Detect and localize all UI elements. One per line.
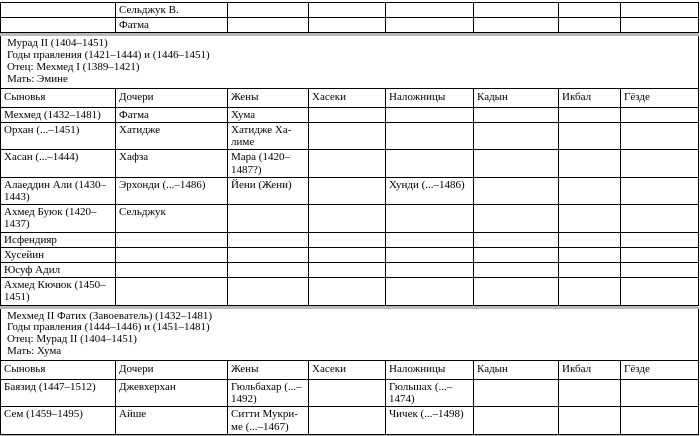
family-table-head (1, 88, 699, 107)
table-cell: Хатидже Халиме (228, 123, 309, 150)
reign-years: Годы правления (1421–1444) и (1446–1451) (7, 49, 210, 62)
section-mehmed-ii (0, 309, 700, 435)
table-cell: Мехмед (1432–1481) (1, 107, 116, 122)
table-cell (559, 107, 621, 122)
table-cell (309, 407, 386, 434)
table-row (1, 3, 699, 18)
table-cell (309, 232, 386, 247)
table-cell: Юсуф Адил (1, 263, 116, 278)
table-cell (474, 407, 559, 434)
table-cell: Хунди (...–1486) (386, 177, 474, 204)
table-cell (621, 18, 699, 33)
table-cell (621, 205, 699, 232)
table-cell (474, 123, 559, 150)
table-row (1, 177, 699, 204)
column-header: Сыновья (1, 360, 116, 379)
column-header: Хасеки (309, 88, 386, 107)
table-cell (309, 263, 386, 278)
table-cell: Ахмед Буюк (1420–1437) (1, 205, 116, 232)
table-cell: Эрхонди (...–1486) (116, 177, 228, 204)
table-cell (228, 278, 309, 305)
table-cell (309, 278, 386, 305)
table-cell (559, 177, 621, 204)
table-cell (621, 107, 699, 122)
table-row (1, 247, 699, 262)
table-cell: Йени (Жени) (228, 177, 309, 204)
table-cell (309, 150, 386, 177)
table-cell: Фатма (116, 107, 228, 122)
table-cell (309, 205, 386, 232)
table-cell (228, 247, 309, 262)
table-cell (559, 232, 621, 247)
column-header: Икбал (559, 88, 621, 107)
table-row (1, 123, 699, 150)
table-row (1, 263, 699, 278)
column-header: Гёзде (621, 88, 699, 107)
table-cell (559, 407, 621, 434)
table-cell (621, 247, 699, 262)
father-line: Отец: Мурад II (1404–1451) (7, 333, 137, 346)
table-cell (309, 177, 386, 204)
mother-line: Мать: Эмине (7, 72, 68, 85)
table-cell (228, 232, 309, 247)
column-header: Хасеки (309, 360, 386, 379)
table-cell (1, 18, 116, 33)
reign-years: Годы правления (1444–1446) и (1451–1481) (7, 321, 210, 334)
table-row (1, 107, 699, 122)
table-cell (559, 278, 621, 305)
table-cell (474, 177, 559, 204)
table-cell: Гюльбахар (...–1492) (228, 380, 309, 407)
table-cell: Хафза (116, 150, 228, 177)
table-cell: Сельджук В. (116, 3, 228, 18)
table-cell (621, 278, 699, 305)
mother-line: Мать: Хума (7, 345, 62, 358)
table-cell: Орхан (...–1451) (1, 123, 116, 150)
column-header: Дочери (116, 88, 228, 107)
table-cell (386, 150, 474, 177)
table-cell (309, 380, 386, 407)
table-cell (116, 247, 228, 262)
table-cell: Сельджук (116, 205, 228, 232)
table-row (1, 232, 699, 247)
column-header: Жены (228, 88, 309, 107)
table-row (1, 18, 699, 33)
table-cell (621, 123, 699, 150)
table-cell (621, 263, 699, 278)
table-cell (621, 407, 699, 434)
table-row (1, 150, 699, 177)
table-cell (386, 232, 474, 247)
table-cell (309, 18, 386, 33)
table-cell (116, 263, 228, 278)
table-cell (474, 107, 559, 122)
table-cell (559, 123, 621, 150)
table-cell (474, 263, 559, 278)
family-table-head (1, 360, 699, 379)
table-cell: Баязид (1447–1512) (1, 380, 116, 407)
sultan-info-block (0, 36, 699, 87)
header-row (1, 360, 699, 379)
table-cell (474, 18, 559, 33)
table-cell (621, 150, 699, 177)
table-cell: Джевхерхан (116, 380, 228, 407)
section-murad-ii (0, 36, 700, 305)
table-cell (309, 3, 386, 18)
father-line: Отец: Мехмед I (1389–1421) (7, 61, 140, 73)
table-cell: Хума (228, 107, 309, 122)
table-cell (474, 247, 559, 262)
table-cell: Чичек (...–1498) (386, 407, 474, 434)
table-cell (309, 247, 386, 262)
table-cell (386, 107, 474, 122)
table-cell (474, 232, 559, 247)
table-cell: Хасан (...–1444) (1, 150, 116, 177)
table-cell (386, 247, 474, 262)
column-header: Жены (228, 360, 309, 379)
table-cell (621, 232, 699, 247)
table-row (1, 407, 699, 434)
table-cell (559, 3, 621, 18)
table-cell (474, 380, 559, 407)
column-header: Кадын (474, 360, 559, 379)
header-row (1, 88, 699, 107)
table-row (1, 380, 699, 407)
column-header: Наложницы (386, 360, 474, 379)
table-cell (559, 247, 621, 262)
table-row (1, 205, 699, 232)
table-cell (386, 123, 474, 150)
table-cell (386, 205, 474, 232)
table-cell (559, 150, 621, 177)
table-cell (309, 107, 386, 122)
table-cell: Исфендияр (1, 232, 116, 247)
column-header: Дочери (116, 360, 228, 379)
table-cell (116, 278, 228, 305)
table-cell: Айше (116, 407, 228, 434)
table-cell (474, 278, 559, 305)
table-cell (228, 3, 309, 18)
table-cell: Алаеддин Али (1430–1443) (1, 177, 116, 204)
table-cell: Хатидже (116, 123, 228, 150)
sultan-name: Мехмед II Фатих (Завоеватель) (1432–1481) (7, 309, 212, 322)
column-header: Наложницы (386, 88, 474, 107)
table-cell (474, 3, 559, 18)
table-cell (621, 177, 699, 204)
table-cell: Ахмед Кючюк (1450–1451) (1, 278, 116, 305)
column-header: Сыновья (1, 88, 116, 107)
column-header: Икбал (559, 360, 621, 379)
table-cell (559, 380, 621, 407)
table-cell: Гюльшах (...–1474) (386, 380, 474, 407)
table-cell (621, 3, 699, 18)
table-cell: Фатма (116, 18, 228, 33)
family-table (0, 360, 699, 435)
table-cell (559, 205, 621, 232)
table-cell (474, 150, 559, 177)
table-cell: Сем (1459–1495) (1, 407, 116, 434)
table-cell (228, 263, 309, 278)
table-cell (116, 232, 228, 247)
table-cell (386, 263, 474, 278)
table-cell (559, 263, 621, 278)
table-cell: Ситти Мукриме (...–1467) (228, 407, 309, 434)
table-cell (228, 205, 309, 232)
table-cell (559, 18, 621, 33)
table-cell (474, 205, 559, 232)
table-cell (386, 278, 474, 305)
table-row (1, 278, 699, 305)
table-cell: Хусейин (1, 247, 116, 262)
table-cell (228, 18, 309, 33)
table-cell (386, 3, 474, 18)
column-header: Гёзде (621, 360, 699, 379)
table-cell (309, 123, 386, 150)
sultan-name: Мурад II (1404–1451) (7, 37, 108, 50)
continuation-table (0, 2, 699, 33)
sultan-info-block (0, 309, 699, 360)
column-header: Кадын (474, 88, 559, 107)
table-cell (386, 18, 474, 33)
table-cell (1, 3, 116, 18)
table-cell: Мара (1420–1487?) (228, 150, 309, 177)
table-cell (621, 380, 699, 407)
family-table (0, 88, 699, 306)
